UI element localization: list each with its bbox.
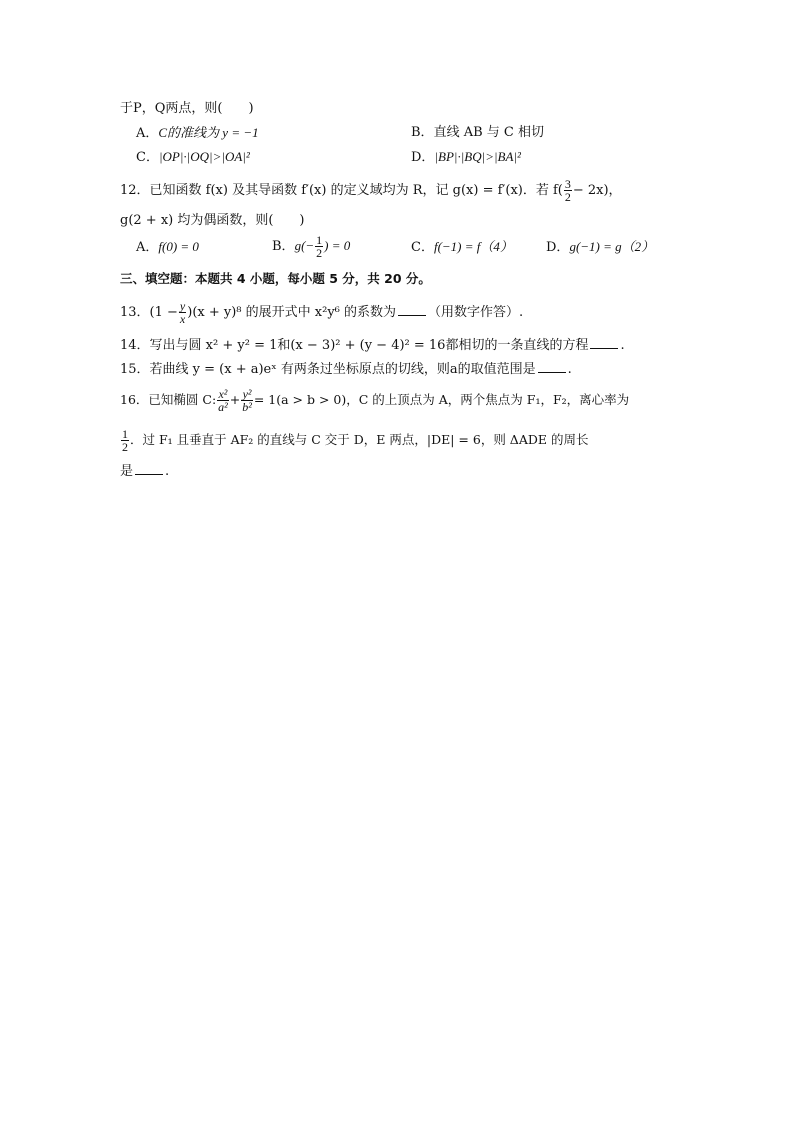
q11-option-a: A．C的准线为 y = −1: [136, 125, 259, 141]
q11-tail: 于P，Q两点，则( ): [120, 101, 254, 116]
fraction: $\frac{1}{2}$: [122, 427, 128, 454]
q16-line1: 16．已知椭圆 C: $\frac{\text{x²}}{\text{a²}}$ + $\frac{\text{y²}}{\text{b²}}$ = 1(a > b > 0)，C 的上顶点为 A，两个焦点为 F₁，F₂，离心率为: [120, 387, 630, 414]
section-heading: 三、填空题：本题共 4 小题，每小题 5 分，共 20 分。: [120, 271, 431, 286]
q11-option-b: B．直线 AB 与 C 相切: [411, 125, 544, 140]
fraction: $\frac{y}{x}$: [179, 299, 186, 326]
answer-blank: [135, 462, 163, 475]
q12-option-c: C．f(−1) = f（4）: [411, 239, 513, 255]
fraction: $\frac{1}{2}$: [316, 233, 323, 260]
q12-option-d: D．g(−1) = g（2）: [546, 239, 655, 255]
q13: 13．(1 − $\frac{y}{x}$ )(x + y)⁸ 的展开式中 x²y⁶ 的系数为 （用数字作答）.: [120, 299, 524, 326]
q15: 15．若曲线 y = (x + a)eˣ 有两条过坐标原点的切线，则a的取值范围是 .: [120, 362, 572, 377]
answer-blank: [398, 303, 426, 316]
answer-blank: [538, 360, 566, 373]
q12-line1: 12．已知函数 f(x) 及其导函数 f′(x) 的定义域均为 R，记 g(x) = f′(x)．若 f( $\frac{3}{2}$ − 2x)，: [120, 177, 622, 204]
answer-blank: [590, 336, 618, 349]
q11-option-d: D．|BP|·|BQ|>|BA|²: [411, 149, 521, 165]
q14: 14．写出与圆 x² + y² = 1和(x − 3)² + (y − 4)² = 16都相切的一条直线的方程 .: [120, 338, 625, 353]
fraction: $\frac{\text{y²}}{\text{b²}}$: [242, 387, 252, 414]
q12-line2: g(2 + x) 均为偶函数，则( ): [120, 213, 305, 228]
fraction: $\frac{3}{2}$: [564, 177, 571, 204]
q12-option-a: A．f(0) = 0: [136, 239, 199, 255]
q11-option-c: C．|OP|·|OQ|>|OA|²: [136, 149, 250, 165]
q16-line2: $\frac{1}{2}$ ．过 F₁ 且垂直于 AF₂ 的直线与 C 交于 D，E 两点，|DE| = 6，则 ΔADE 的周长: [122, 427, 589, 454]
fraction: $\frac{\text{x²}}{\text{a²}}$: [218, 387, 228, 414]
q16-line3: 是 .: [120, 464, 170, 479]
q12-option-b: B．g(− $\frac{1}{2}$ ) = 0: [272, 233, 351, 260]
